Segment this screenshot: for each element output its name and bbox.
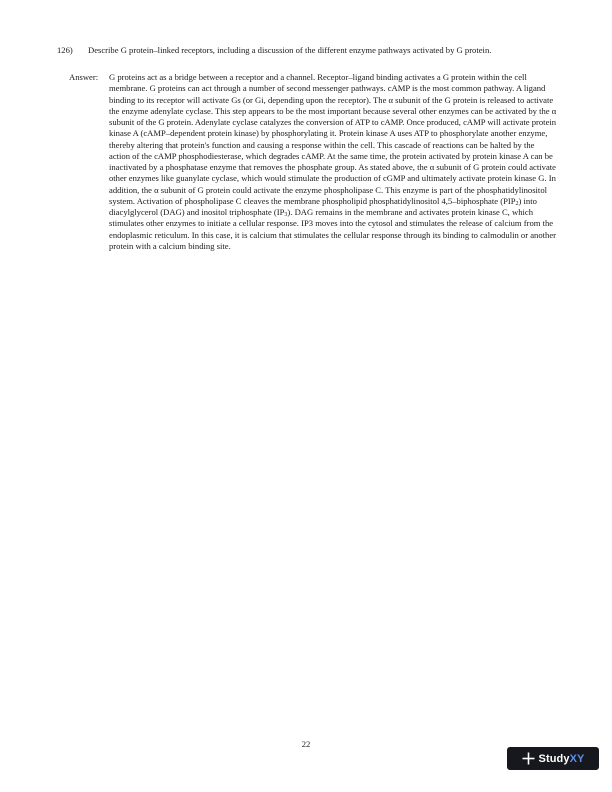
answer-text-part: G proteins act as a bridge between a receptor and a channel. Receptor–ligand binding activates a G protein within the cell membrane. G proteins can act through a number of second messenger pathways. cAMP is the most common pathway. A ligand binding to its receptor will activate Gs (or Gi, depending upon the receptor). The α subunit of the G protein is released to activate the enzyme adenylate cyclase. This step appears to be the most important because several other enzymes can be activated by the α subunit of the G protein. Adenylate cyclase catalyzes the conversion of ATP to cAMP. Once produced, cAMP will activate protein kinase A (cAMP–dependent protein kinase) by phosphorylating it. Protein kinase A uses ATP to phosphorylate another enzyme, thereby altering that protein's function and causing a response within the cell. This cascade of reactions can be halted by the action of the cAMP phosphodiesterase, which degrades cAMP. At the same time, the protein activated by protein kinase A can be inactivated by a phosphatase enzyme that removes the phosphate group. As stated above, the α subunit of G protein could activate other enzymes like guanylate cyclase, which would stimulate the production of cGMP and ultimately activate protein kinase G. In addition, the α subunit of G protein could activate the enzyme phospholipase C. This enzyme is part of the phosphatidylinositol system. Activation of phospholipase C cleaves the membrane phospholipid phosphatidylinositol 4,5–biphosphate (PIP (109, 72, 557, 206)
subscript-3: 3 (284, 212, 288, 218)
answer-text-part: ) into diacylglycerol (DAG) and inositol triphosphate (IP (109, 195, 537, 217)
answer-text-part: ). DAG remains in the membrane and activates protein kinase C, which stimulates other enzymes to initiate a cellular response. IP3 moves into the cytosol and stimulates the release of calcium from the endoplasmic reticulum. In this case, it is calcium that stimulates the cellular response through its binding to calmodulin or another protein with a calcium binding site. (109, 207, 557, 251)
plus-icon (522, 752, 535, 765)
brand-main: Study (538, 752, 570, 765)
subscript-2: 2 (515, 200, 519, 207)
brand-accent: XY (569, 752, 585, 765)
question-number: 126) (57, 45, 73, 55)
answer-label: Answer: (69, 72, 99, 82)
question-text: Describe G protein–linked receptors, including a discussion of the different enzyme pathways activated by G protein. (88, 45, 492, 55)
studyxy-badge[interactable] (507, 747, 599, 770)
answer-body (109, 72, 557, 252)
page-number: 22 (301, 739, 311, 749)
brand-logo-text (539, 753, 585, 765)
